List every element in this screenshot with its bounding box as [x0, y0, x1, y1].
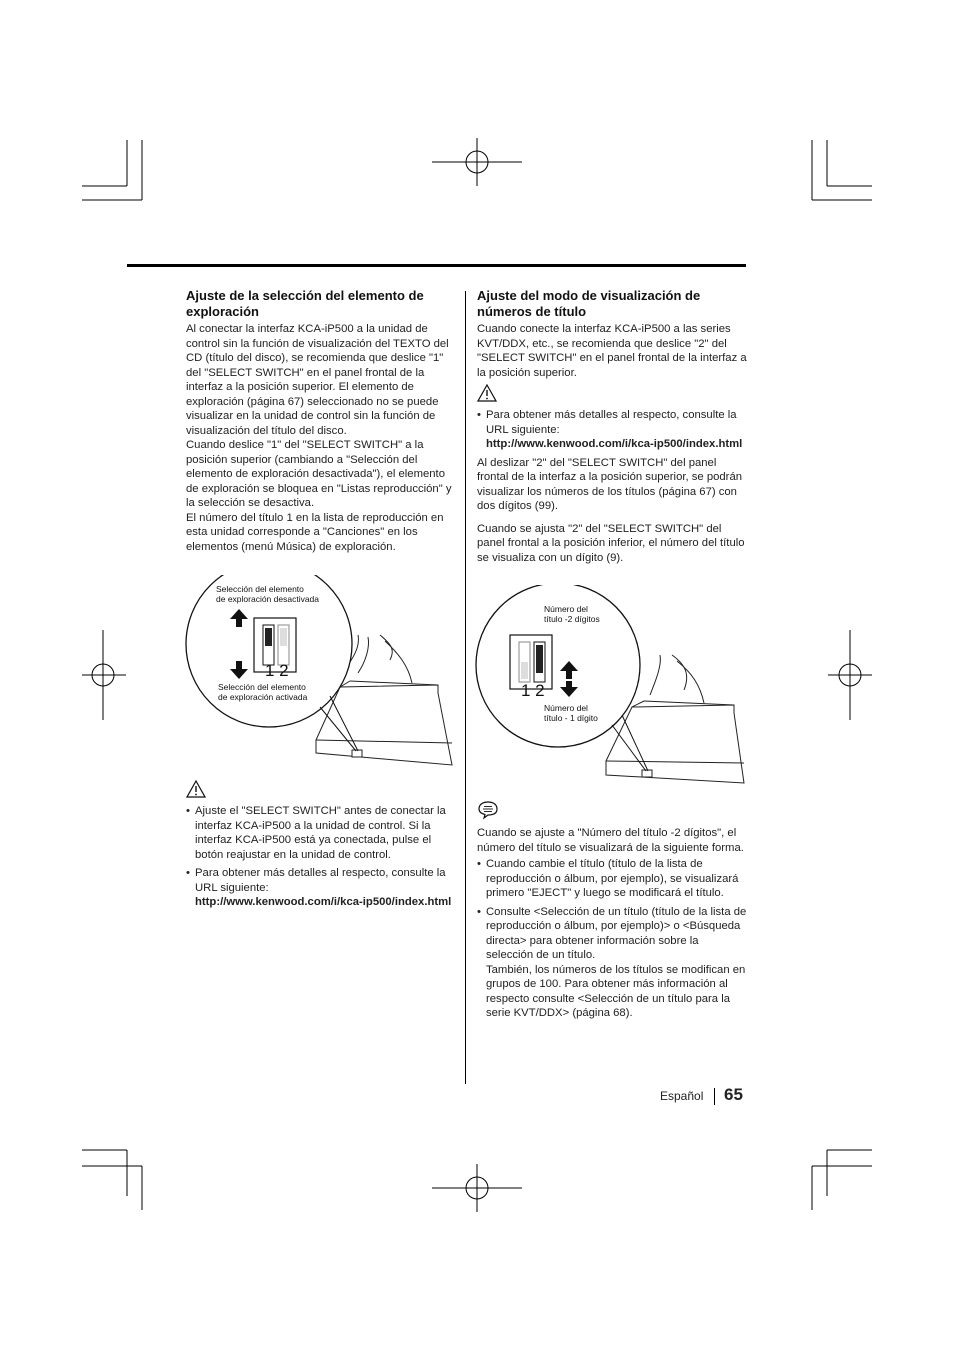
section-heading-title-number: Ajuste del modo de visualización de números de título — [477, 288, 701, 319]
switch-numbers: 1 2 — [265, 661, 289, 680]
paragraph: Al deslizar "2" del "SELECT SWITCH" del panel frontal de la interfaz a la posición superior, se podrán visualizar los números de los títulos (página 67) con dos dígitos (99). — [477, 456, 743, 512]
list-item: • Cuando cambie el título (título de la lista de reproducción o álbum, por ejemplo), se visualizará primero "EJECT" y luego se modificará el título. — [477, 857, 747, 901]
footer-separator — [714, 1088, 715, 1105]
list-item — [186, 866, 456, 910]
right-note-block — [477, 796, 747, 1025]
left-warning-block — [186, 776, 456, 914]
paragraph: Cuando se ajusta "2" del "SELECT SWITCH" del panel frontal a la posición inferior, el número del título se visualiza con un dígito (9). — [477, 522, 745, 564]
list-item-text: Para obtener más detalles al respecto, consulte la URL siguiente: — [486, 409, 737, 436]
warning-triangle-icon — [186, 780, 206, 798]
kenwood-url-link[interactable]: http://www.kenwood.com/i/kca-ip500/index.html — [195, 896, 452, 908]
paragraph: Al conectar la interfaz KCA-iP500 a la unidad de control sin la función de visualización del TEXTO del CD (título del disco), se recomienda que deslice "1" del "SELECT SWITCH" en el panel frontal de la interfaz a la posición superior. El elemento de exploración (página 67) seleccionado no se puede visualizar en la unidad de control sin la función de visualización del título del disco. — [186, 323, 449, 437]
page-number: 65 — [724, 1085, 743, 1104]
right-column — [477, 288, 747, 565]
list-item — [477, 408, 747, 452]
kenwood-url-link[interactable]: http://www.kenwood.com/i/kca-ip500/index.html — [486, 438, 743, 450]
header-rule — [127, 264, 746, 267]
label-scan-on: Selección del elemento de exploración activada — [218, 682, 308, 702]
list-item: • Ajuste el "SELECT SWITCH" antes de conectar la interfaz KCA-iP500 a la unidad de control. Si la interfaz KCA-iP500 está ya conectada, pulse el botón reajustar en la unidad de control. — [186, 804, 456, 862]
paragraph: Cuando se ajuste a "Número del título -2 dígitos", el número del título se visualizará de la siguiente forma. — [477, 827, 744, 854]
paragraph: Cuando deslice "1" del "SELECT SWITCH" a la posición superior (cambiando a "Selección del elemento de exploración desactivada"), el elemento de exploración se bloquea en "Listas reproducción" y la selección se desactiva. — [186, 439, 452, 509]
list-item: • Consulte <Selección de un título (título de la lista de reproducción o álbum, por ejemplo)> o <Búsqueda directa> para obtener información sobre la selección de un título. También, los números de los títulos se modifican en grupos de 100. Para obtener más información al respecto consulte <Selección de un título para la serie KVT/DDX> (página 68). — [477, 905, 747, 1021]
select-switch-diagram-right — [472, 585, 752, 795]
switch-numbers: 1 2 — [521, 681, 545, 700]
warning-triangle-icon — [477, 384, 497, 402]
section-heading-scan-item: Ajuste de la selección del elemento de exploración — [186, 288, 424, 319]
paragraph: Cuando conecte la interfaz KCA-iP500 a las series KVT/DDX, etc., se recomienda que deslice "2" del "SELECT SWITCH" en el panel frontal de la interfaz a la posición superior. — [477, 323, 747, 379]
label-two-digits: Número del título -2 dígitos — [544, 604, 600, 624]
paragraph: El número del título 1 en la lista de reproducción en esta unidad corresponde a "Canciones" en los elementos (menú Música) de exploración. — [186, 511, 444, 553]
list-item-text: Para obtener más detalles al respecto, consulte la URL siguiente: — [195, 867, 446, 894]
label-one-digit: Número del título - 1 dígito — [544, 703, 598, 723]
footer-language: Español — [660, 1089, 704, 1103]
select-switch-diagram-left — [180, 575, 460, 775]
column-divider — [465, 291, 466, 1084]
note-speech-icon — [477, 800, 499, 820]
label-scan-off: Selección del elemento de exploración desactivada — [216, 584, 320, 604]
left-column — [186, 288, 456, 554]
